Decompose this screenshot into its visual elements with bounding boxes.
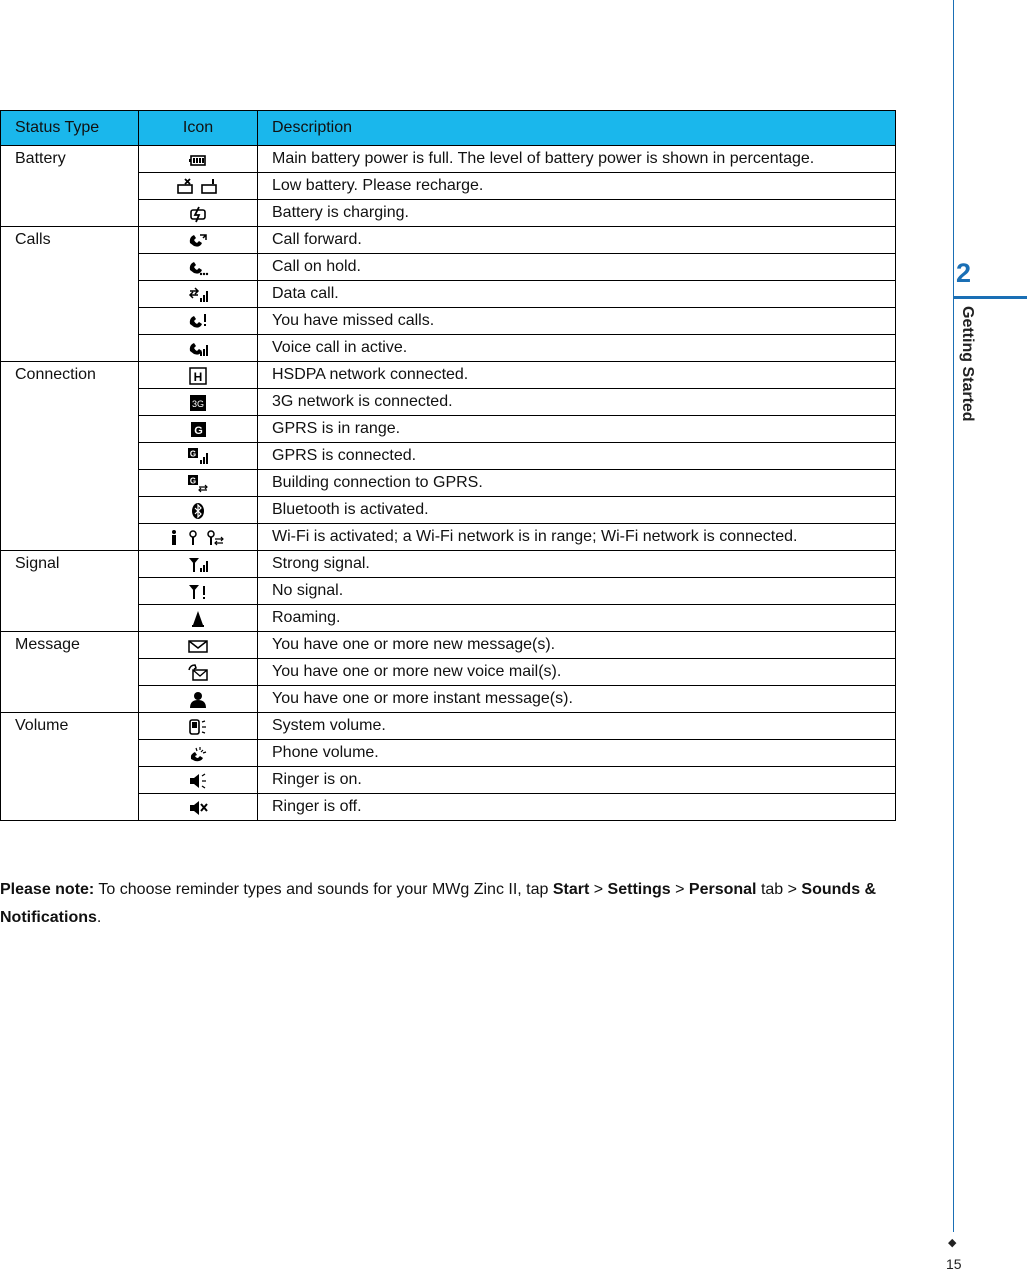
table-row <box>1 362 896 389</box>
icon-cell <box>139 632 258 659</box>
instant-message-icon <box>187 691 209 709</box>
note-start: Start <box>552 881 590 898</box>
battery-charging-icon <box>187 205 209 223</box>
note-label: Please note: <box>0 881 95 898</box>
battery-low-icon <box>176 178 220 196</box>
ringer-off-icon <box>187 799 209 817</box>
status-type-cell: Signal <box>1 551 139 632</box>
description-cell: Main battery power is full. The level of battery power is shown in percentage. <box>258 146 896 173</box>
chapter-number: 2 <box>956 258 972 288</box>
description-cell: 3G network is connected. <box>258 389 896 416</box>
icon-cell <box>139 740 258 767</box>
icon-cell <box>139 200 258 227</box>
icon-cell <box>139 659 258 686</box>
wifi-icon <box>169 529 227 547</box>
icon-cell <box>139 767 258 794</box>
gprs-connected-icon <box>187 448 209 466</box>
note-text: To choose reminder types and sounds for your MWg Zinc II, tap <box>94 881 553 898</box>
note-settings: Settings <box>607 881 671 898</box>
description-cell: You have one or more new message(s). <box>258 632 896 659</box>
roaming-icon <box>187 610 209 628</box>
description-cell: Wi-Fi is activated; a Wi-Fi network is in range; Wi-Fi network is connected. <box>258 524 896 551</box>
call-forward-icon <box>187 232 209 250</box>
description-cell: Bluetooth is activated. <box>258 497 896 524</box>
signal-strong-icon <box>187 556 209 574</box>
icon-cell <box>139 686 258 713</box>
table-row <box>1 551 896 578</box>
icon-cell <box>139 524 258 551</box>
svg-text:G: G <box>194 425 203 438</box>
svg-text:G: G <box>189 476 197 486</box>
icon-cell <box>139 389 258 416</box>
system-volume-icon <box>187 718 209 736</box>
header-status-type: Status Type <box>1 111 139 146</box>
description-cell: Call on hold. <box>258 254 896 281</box>
icon-cell <box>139 362 258 389</box>
chapter-title: Getting Started <box>959 306 976 422</box>
svg-text:H: H <box>193 370 203 385</box>
3g-icon <box>187 394 209 412</box>
hsdpa-icon <box>187 367 209 385</box>
voicemail-icon <box>187 664 209 682</box>
ringer-on-icon <box>187 772 209 790</box>
description-cell: You have one or more new voice mail(s). <box>258 659 896 686</box>
description-cell: You have missed calls. <box>258 308 896 335</box>
phone-volume-icon <box>187 745 209 763</box>
description-cell: Call forward. <box>258 227 896 254</box>
table-header-row <box>1 111 896 146</box>
icon-cell <box>139 254 258 281</box>
note-sounds: Sounds & Notifications <box>0 881 877 926</box>
description-cell: Strong signal. <box>258 551 896 578</box>
gprs-connecting-icon <box>187 475 209 493</box>
icon-cell <box>139 227 258 254</box>
status-type-cell: Volume <box>1 713 139 821</box>
description-cell: Battery is charging. <box>258 200 896 227</box>
description-cell: Phone volume. <box>258 740 896 767</box>
description-cell: Building connection to GPRS. <box>258 470 896 497</box>
description-cell: You have one or more instant message(s). <box>258 686 896 713</box>
header-description: Description <box>258 111 896 146</box>
description-cell: Voice call in active. <box>258 335 896 362</box>
voice-call-icon <box>187 340 209 358</box>
data-call-icon <box>187 286 209 304</box>
description-cell: Data call. <box>258 281 896 308</box>
icon-cell <box>139 578 258 605</box>
chapter-rule <box>954 296 1027 299</box>
battery-full-icon <box>187 151 209 169</box>
status-type-cell: Message <box>1 632 139 713</box>
icon-cell <box>139 497 258 524</box>
description-cell: Ringer is on. <box>258 767 896 794</box>
icon-cell <box>139 416 258 443</box>
description-cell: Low battery. Please recharge. <box>258 173 896 200</box>
please-note <box>0 876 900 932</box>
description-cell: Roaming. <box>258 605 896 632</box>
note-end: . <box>96 909 102 926</box>
description-cell: Ringer is off. <box>258 794 896 821</box>
signal-none-icon <box>187 583 209 601</box>
note-tab-text: tab > <box>756 881 802 898</box>
status-type-cell: Calls <box>1 227 139 362</box>
description-cell: HSDPA network connected. <box>258 362 896 389</box>
icon-cell <box>139 335 258 362</box>
icon-cell <box>139 308 258 335</box>
icon-cell <box>139 551 258 578</box>
page-diamond: ◆ <box>948 1237 957 1249</box>
table-row <box>1 227 896 254</box>
missed-call-icon <box>187 313 209 331</box>
icon-cell <box>139 173 258 200</box>
icon-cell <box>139 470 258 497</box>
icon-cell <box>139 713 258 740</box>
gprs-range-icon <box>187 421 209 439</box>
header-icon: Icon <box>139 111 258 146</box>
status-type-cell: Battery <box>1 146 139 227</box>
table-row <box>1 632 896 659</box>
description-cell: GPRS is connected. <box>258 443 896 470</box>
status-icon-table <box>0 110 896 821</box>
icon-cell <box>139 443 258 470</box>
table-row <box>1 146 896 173</box>
note-personal: Personal <box>688 881 757 898</box>
svg-text:3G: 3G <box>191 399 205 410</box>
note-sep1: > <box>589 881 608 898</box>
description-cell: System volume. <box>258 713 896 740</box>
description-cell: GPRS is in range. <box>258 416 896 443</box>
svg-text:G: G <box>189 449 197 459</box>
table-row <box>1 713 896 740</box>
icon-cell <box>139 281 258 308</box>
table-body <box>1 146 896 821</box>
icon-cell <box>139 794 258 821</box>
page-number: 15 <box>946 1256 962 1272</box>
description-cell: No signal. <box>258 578 896 605</box>
message-icon <box>187 637 209 655</box>
bluetooth-icon <box>187 502 209 520</box>
icon-cell <box>139 146 258 173</box>
status-type-cell: Connection <box>1 362 139 551</box>
icon-cell <box>139 605 258 632</box>
note-sep2: > <box>670 881 689 898</box>
call-hold-icon <box>187 259 209 277</box>
side-rule <box>953 0 954 1232</box>
